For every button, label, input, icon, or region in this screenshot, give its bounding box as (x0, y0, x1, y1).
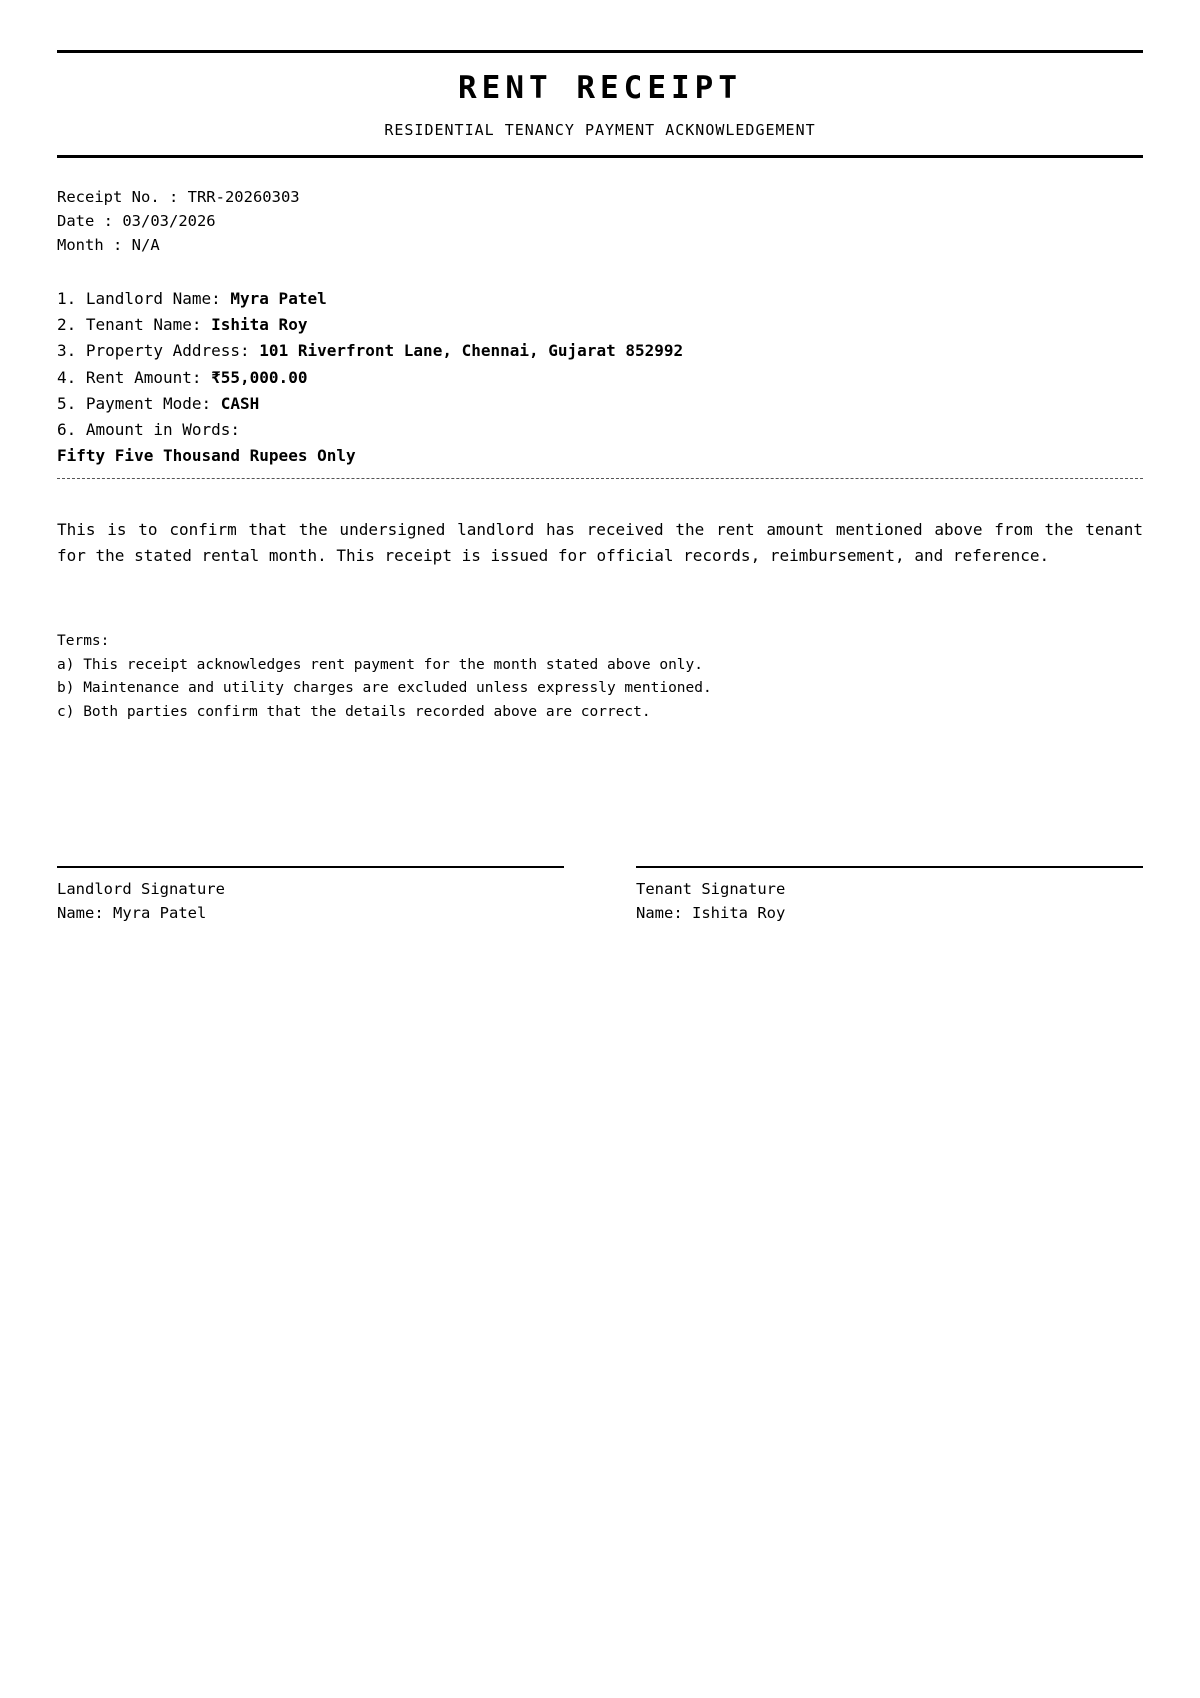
detail-value: Myra Patel (230, 289, 327, 308)
detail-label: 1. Landlord Name: (57, 289, 231, 308)
terms-heading: Terms: (57, 633, 110, 649)
detail-payment-mode (57, 391, 683, 417)
detail-rent-amount (57, 365, 683, 391)
dashed-divider (57, 478, 1143, 479)
tenant-signature-name: Name: Ishita Roy (636, 904, 786, 922)
detail-label: 3. Property Address: (57, 341, 260, 361)
detail-property-address (57, 338, 683, 364)
receipt-month: Month : N/A (57, 236, 160, 254)
receipt-date: Date : 03/03/2026 (57, 212, 216, 230)
tenant-signature-line (636, 866, 1143, 868)
detail-label: 2. Tenant Name: (57, 315, 212, 335)
term-item: c) Both parties confirm that the details recorded above are correct. (57, 703, 651, 720)
detail-label: 4. Rent Amount: (57, 367, 212, 387)
receipt-details (57, 286, 683, 469)
detail-value: ₹55,000.00 (211, 367, 308, 387)
detail-value: CASH (220, 393, 260, 413)
detail-value: Ishita Roy (211, 315, 308, 335)
detail-label: 5. Payment Mode: (57, 393, 221, 413)
receipt-meta (57, 185, 300, 257)
detail-amount-in-words-value: Fifty Five Thousand Rupees Only (57, 446, 356, 466)
receipt-number: Receipt No. : TRR-20260303 (57, 188, 300, 206)
detail-amount-in-words-label: 6. Amount in Words: (57, 420, 241, 440)
landlord-signature-name: Name: Myra Patel (57, 904, 207, 922)
tenant-signature-label: Tenant Signature (636, 880, 786, 898)
header-top-rule (57, 50, 1143, 53)
term-item: b) Maintenance and utility charges are excluded unless expressly mentioned. (57, 680, 712, 696)
landlord-signature-line (57, 866, 564, 868)
receipt-subtitle: RESIDENTIAL TENANCY PAYMENT ACKNOWLEDGEMENT (384, 121, 816, 139)
confirmation-paragraph: This is to confirm that the undersigned landlord has received the rent amount mentioned above from the tenant for the stated rental month. This receipt is issued for official records, reimbursement, and reference. (57, 520, 1143, 565)
landlord-signature-label: Landlord Signature (57, 880, 225, 898)
receipt-title: RENT RECEIPT (458, 70, 742, 106)
detail-value: 101 Riverfront Lane, Chennai, Gujarat 852992 (259, 341, 684, 361)
landlord-signature-block (57, 866, 564, 925)
header-bottom-rule (57, 155, 1143, 158)
terms-section (57, 630, 712, 724)
tenant-signature-block (636, 866, 1143, 925)
detail-tenant-name (57, 312, 683, 338)
term-item: a) This receipt acknowledges rent payment for the month stated above only. (57, 656, 704, 673)
detail-landlord-name (57, 286, 683, 312)
